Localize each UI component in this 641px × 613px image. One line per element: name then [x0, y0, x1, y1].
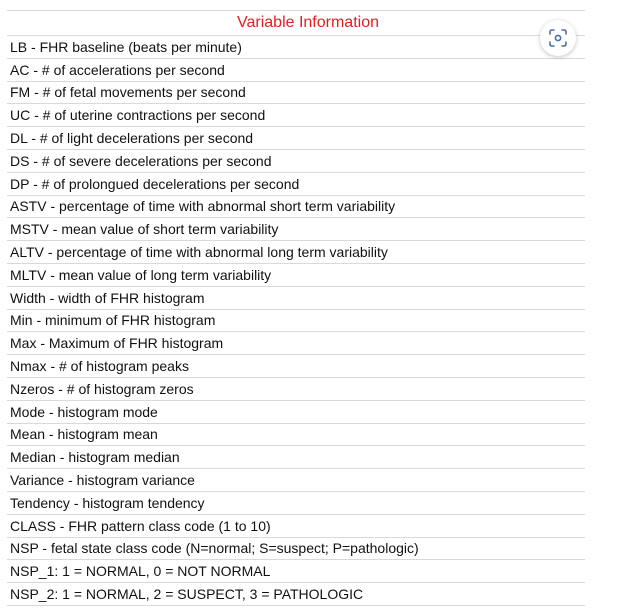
table-row: Variance - histogram variance: [7, 469, 585, 492]
variable-info-table: [7, 10, 585, 606]
table-row: Median - histogram median: [7, 446, 585, 469]
table-row: ALTV - percentage of time with abnormal long term variability: [7, 241, 585, 264]
table-row: NSP_2: 1 = NORMAL, 2 = SUSPECT, 3 = PATHOLOGIC: [7, 583, 585, 606]
table-row: ASTV - percentage of time with abnormal short term variability: [7, 196, 585, 219]
table-row: AC - # of accelerations per second: [7, 59, 585, 82]
table-row: Nmax - # of histogram peaks: [7, 355, 585, 378]
table-row: MSTV - mean value of short term variability: [7, 218, 585, 241]
visual-search-icon: [548, 28, 568, 48]
table-row: MLTV - mean value of long term variability: [7, 264, 585, 287]
visual-search-button[interactable]: [540, 20, 576, 56]
table-row: Max - Maximum of FHR histogram: [7, 332, 585, 355]
table-title: Variable Information: [237, 14, 379, 31]
table-row: Min - minimum of FHR histogram: [7, 310, 585, 333]
table-row: DP - # of prolongued decelerations per second: [7, 173, 585, 196]
table-row: Width - width of FHR histogram: [7, 287, 585, 310]
table-row: Nzeros - # of histogram zeros: [7, 378, 585, 401]
table-row: FM - # of fetal movements per second: [7, 82, 585, 105]
table-row: Mean - histogram mean: [7, 424, 585, 447]
table-header: [7, 10, 585, 36]
table-row: NSP - fetal state class code (N=normal; S=suspect; P=pathologic): [7, 538, 585, 561]
table-row: UC - # of uterine contractions per second: [7, 104, 585, 127]
table-row: CLASS - FHR pattern class code (1 to 10): [7, 515, 585, 538]
table-row: LB - FHR baseline (beats per minute): [7, 36, 585, 59]
table-row: DS - # of severe decelerations per second: [7, 150, 585, 173]
table-row: Mode - histogram mode: [7, 401, 585, 424]
table-row: NSP_1: 1 = NORMAL, 0 = NOT NORMAL: [7, 560, 585, 583]
table-row: Tendency - histogram tendency: [7, 492, 585, 515]
table-row: DL - # of light decelerations per second: [7, 127, 585, 150]
